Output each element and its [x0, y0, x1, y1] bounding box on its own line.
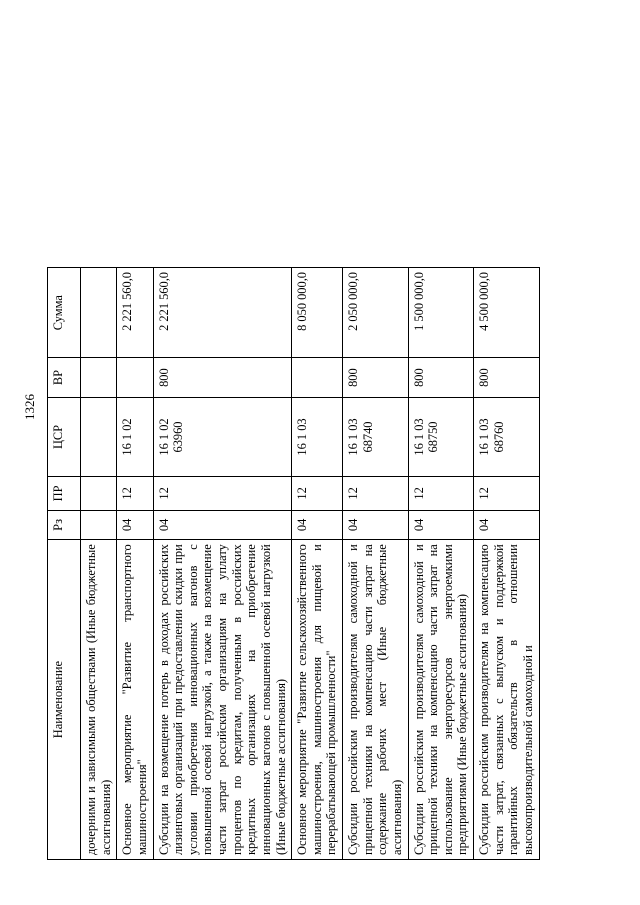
cell-summa: 1 500 000,0: [408, 268, 474, 358]
cell-name: дочерними и зависимыми обществами (Иные бюджетные ассигнования): [81, 540, 117, 860]
cell-pr: 12: [292, 477, 343, 510]
cell-csr: 16 1 02 63960: [153, 397, 292, 476]
column-header-name: Наименование: [48, 540, 81, 860]
column-header-rz: Рз: [48, 510, 81, 540]
cell-summa: [81, 268, 117, 358]
cell-name: Субсидии российским производителям на компенсацию части затрат, связанных с выпуском и поддержкой гарантийных обязательств в отношении высокопроизводительной самоходной и: [474, 540, 540, 860]
cell-pr: 12: [153, 477, 292, 510]
table-row: [292, 268, 343, 860]
cell-vr: 800: [153, 358, 292, 397]
cell-name: Субсидии российским производителям самоходной и прицепной техники на компенсацию части затрат на использование энергоресурсов энергоемкими предприятиями (Иные бюджетные ассигнования): [408, 540, 474, 860]
page-number: 1326: [22, 394, 37, 420]
cell-name: Основное мероприятие "Развитие сельскохозяйственного машиностроения, машиностроения для пищевой и перерабатывающей промышленности": [292, 540, 343, 860]
cell-rz: 04: [292, 510, 343, 540]
cell-rz: [81, 510, 117, 540]
table-row: [81, 268, 117, 860]
cell-csr: 16 1 03 68760: [474, 397, 540, 476]
table-header-row: [48, 268, 81, 860]
cell-csr: 16 1 03 68750: [408, 397, 474, 476]
cell-pr: 12: [408, 477, 474, 510]
cell-vr: 800: [408, 358, 474, 397]
cell-summa: 2 221 560,0: [117, 268, 153, 358]
table-row: [153, 268, 292, 860]
cell-vr: [81, 358, 117, 397]
cell-name: Субсидии российским производителям самоходной и прицепной техники на компенсацию части затрат на содержание рабочих мест (Иные бюджетные ассигнования): [343, 540, 409, 860]
cell-summa: 4 500 000,0: [474, 268, 540, 358]
cell-csr: [81, 397, 117, 476]
cell-rz: 04: [153, 510, 292, 540]
cell-rz: 04: [117, 510, 153, 540]
cell-pr: [81, 477, 117, 510]
cell-vr: 800: [343, 358, 409, 397]
column-header-csr: ЦСР: [48, 397, 81, 476]
budget-table-container: [47, 267, 540, 860]
cell-csr: 16 1 03: [292, 397, 343, 476]
budget-table: [47, 267, 540, 860]
table-row: [474, 268, 540, 860]
cell-pr: 12: [474, 477, 540, 510]
cell-name: Субсидии на возмещение потерь в доходах российских лизинговых организаций при предоставлении скидки при условии приобретения инновационных вагонов с повышенной осевой нагрузкой, а также на возмещение части затрат российским организациям на уплату процентов по кредитам, полученным в российских кредитных организациях на приобретение инновационных вагонов с повышенной осевой нагрузкой (Иные бюджетные ассигнования): [153, 540, 292, 860]
cell-name: Основное мероприятие "Развитие транспортного машиностроения": [117, 540, 153, 860]
cell-summa: 8 050 000,0: [292, 268, 343, 358]
table-header: [48, 268, 81, 860]
cell-vr: [292, 358, 343, 397]
table-row: [117, 268, 153, 860]
cell-summa: 2 050 000,0: [343, 268, 409, 358]
cell-pr: 12: [343, 477, 409, 510]
cell-rz: 04: [474, 510, 540, 540]
cell-vr: 800: [474, 358, 540, 397]
table-row: [343, 268, 409, 860]
cell-csr: 16 1 03 68740: [343, 397, 409, 476]
table-row: [408, 268, 474, 860]
column-header-pr: ПР: [48, 477, 81, 510]
cell-summa: 2 221 560,0: [153, 268, 292, 358]
cell-pr: 12: [117, 477, 153, 510]
column-header-summa: Сумма: [48, 268, 81, 358]
column-header-vr: ВР: [48, 358, 81, 397]
cell-vr: [117, 358, 153, 397]
cell-rz: 04: [343, 510, 409, 540]
cell-csr: 16 1 02: [117, 397, 153, 476]
cell-rz: 04: [408, 510, 474, 540]
table-body: [81, 268, 540, 860]
